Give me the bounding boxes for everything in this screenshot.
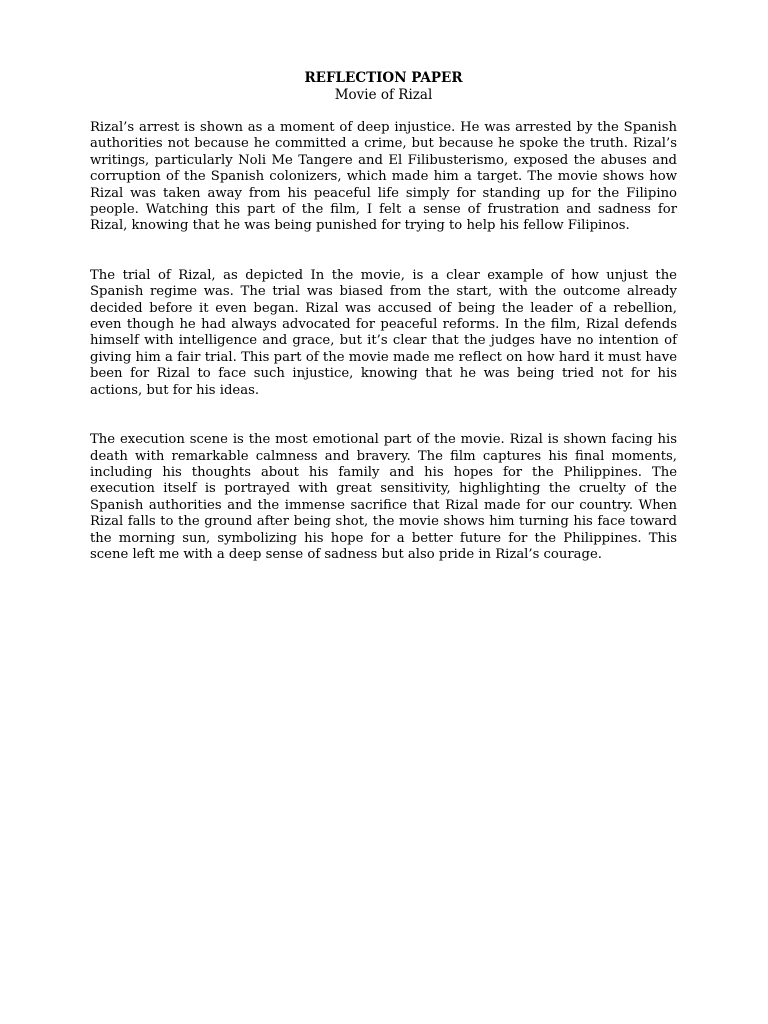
paragraph-execution: The execution scene is the most emotional part of the movie. Rizal is shown facing his death with remarkable calmness and bravery. The film captures his final moments, including his thoughts about his family and his hopes for the Philippines. The execution itself is portrayed with great sensitivity, highlighting the cruelty of the Spanish authorities and the immense sacrifice that Rizal made for our country. When Rizal falls to the ground after being shot, the movie shows him turning his face toward the morning sun, symbolizing his hope for a better future for the Philippines. This scene left me with a deep sense of sadness but also pride in Rizal’s courage.	[90, 432, 677, 562]
paragraph-trial: The trial of Rizal, as depicted In the movie, is a clear example of how unjust the Spanish regime was. The trial was biased from the start, with the outcome already decided before it even began. Rizal was accused of being the leader of a rebellion, even though he had always advocated for peaceful reforms. In the film, Rizal defends himself with intelligence and grace, but it’s clear that the judges have no intention of giving him a fair trial. This part of the movie made me reflect on how hard it must have been for Rizal to face such injustice, knowing that he was being tried not for his actions, but for his ideas.	[90, 267, 677, 398]
paragraph-arrest: Rizal’s arrest is shown as a moment of deep injustice. He was arrested by the Spanish authorities not because he committed a crime, but because he spoke the truth. Rizal’s writings, particularly Noli Me Tangere and El Filibusterismo, exposed the abuses and corruption of the Spanish colonizers, which made him a target. The movie shows how Rizal was taken away from his peaceful life simply for standing up for the Filipino people. Watching this part of the film, I felt a sense of frustration and sadness for Rizal, knowing that he was being punished for trying to help his fellow Filipinos.	[90, 120, 677, 234]
document-page	[90, 70, 677, 596]
document-subtitle: Movie of Rizal	[334, 87, 433, 103]
document-title: REFLECTION PAPER	[304, 70, 463, 86]
